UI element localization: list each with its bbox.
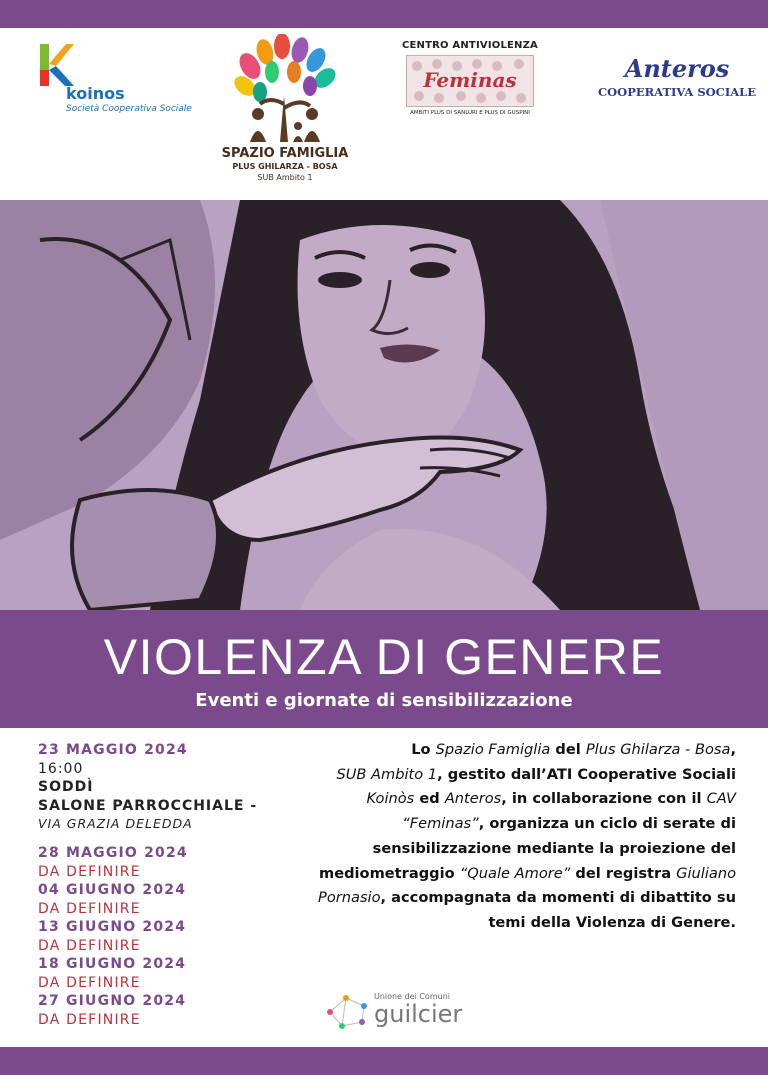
event-description <box>312 738 736 936</box>
unione-name: guilcier <box>374 1000 463 1028</box>
illustration-image <box>0 200 768 610</box>
spacer <box>38 832 308 844</box>
event-status: DA DEFINIRE <box>38 974 141 991</box>
event-status: DA DEFINIRE <box>38 863 141 880</box>
desc-italic: Anteros <box>444 790 502 808</box>
anteros-name: Anteros <box>624 54 730 83</box>
desc-text: , <box>730 741 736 758</box>
page-title: VIOLENZA DI GENERE <box>103 629 665 685</box>
page-subtitle: Eventi e giornate di sensibilizzazione <box>195 690 573 711</box>
desc-text: del <box>550 741 586 758</box>
feminas-name: Feminas <box>423 68 517 92</box>
event-date: 13 GIUGNO 2024 <box>38 919 187 935</box>
desc-text: del registra <box>570 864 677 882</box>
event-date: 27 GIUGNO 2024 <box>38 993 187 1009</box>
desc-italic: CAV “Feminas” <box>402 790 736 833</box>
unione-guilcier-logo <box>322 990 462 1034</box>
desc-italic: SUB Ambito 1 <box>336 765 438 783</box>
events-list <box>38 741 308 1029</box>
desc-italic: Spazio Famiglia <box>435 741 551 758</box>
event-status: DA DEFINIRE <box>38 900 141 917</box>
desc-italic: Plus Ghilarza - Bosa <box>585 741 731 758</box>
koinos-mark-icon <box>36 40 76 90</box>
family-tree-icon <box>210 34 360 144</box>
logo-bar <box>0 28 768 200</box>
desc-text: , gestito dall’ATI Cooperative Sociali <box>437 765 736 783</box>
desc-italic: Koinòs <box>366 790 415 808</box>
feminas-footer: AMBITI PLUS DI SANLURI E PLUS DI GUSPINI <box>410 110 530 116</box>
spazio-famiglia-sub-ambito: SUB Ambito 1 <box>257 173 313 182</box>
desc-italic: “Quale Amore” <box>459 864 571 882</box>
desc-text: , in collaborazione con il <box>501 790 707 808</box>
koinos-subtitle: Società Cooperativa Sociale <box>66 104 192 114</box>
feminas-header: CENTRO ANTIVIOLENZA <box>401 40 539 51</box>
desc-text: , accompagnata da momenti di dibattito su temi della Violenza di Genere. <box>380 889 736 931</box>
desc-text: ed <box>414 790 445 808</box>
event-address: VIA GRAZIA DELEDDA <box>38 816 193 831</box>
desc-text: Lo <box>411 741 436 758</box>
desc-italic: Giuliano Pornasio <box>318 864 736 907</box>
event-place: SODDÌ <box>38 779 94 795</box>
event-venue: SALONE PARROCCHIALE - <box>38 797 258 814</box>
event-date: 18 GIUGNO 2024 <box>38 956 187 972</box>
event-date: 23 MAGGIO 2024 <box>38 742 188 758</box>
feminas-banner <box>406 55 534 107</box>
event-status: DA DEFINIRE <box>38 937 141 954</box>
feminas-logo <box>400 40 540 130</box>
top-band <box>0 0 768 28</box>
anteros-logo <box>596 54 758 114</box>
koinos-logo <box>36 40 192 130</box>
event-date: 28 MAGGIO 2024 <box>38 845 188 861</box>
spazio-famiglia-title: SPAZIO FAMIGLIA <box>221 146 349 161</box>
title-band <box>0 610 768 728</box>
event-status: DA DEFINIRE <box>38 1011 141 1028</box>
spazio-famiglia-subtitle: PLUS GHILARZA - BOSA <box>232 162 338 171</box>
koinos-name: koinos <box>66 84 125 103</box>
event-time: 16:00 <box>38 760 84 777</box>
woman-illustration-icon <box>0 200 768 610</box>
bottom-band <box>0 1047 768 1075</box>
spazio-famiglia-logo <box>210 34 360 194</box>
desc-text: , organizza un ciclo di serate di sensibilizzazione mediante la proiezione del mediometraggio <box>319 815 736 882</box>
anteros-subtitle: COOPERATIVA SOCIALE <box>598 85 756 99</box>
network-dots-icon <box>322 990 372 1034</box>
unione-header: Unione dei Comuni <box>374 992 450 1001</box>
event-date: 04 GIUGNO 2024 <box>38 882 187 898</box>
